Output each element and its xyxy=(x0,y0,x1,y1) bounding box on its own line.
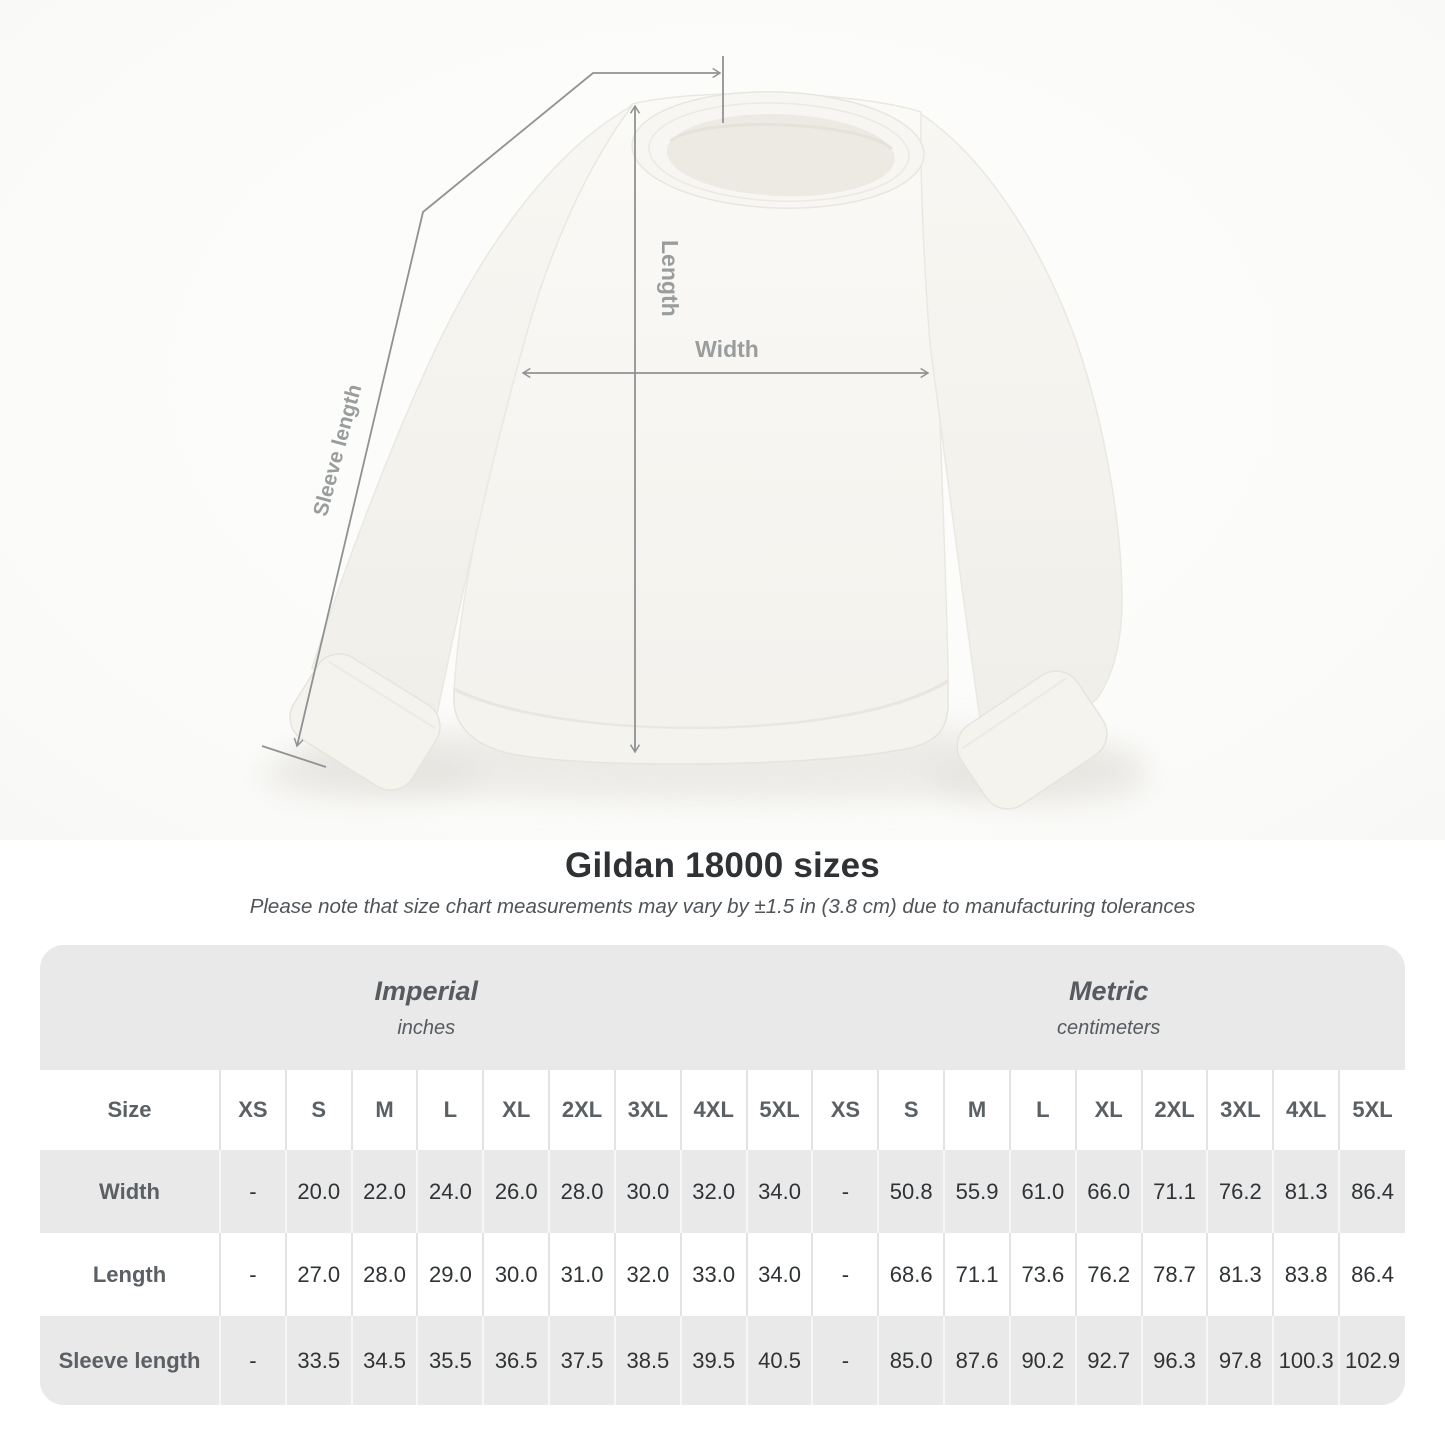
size-col-imperial-2xl: 2XL xyxy=(549,1070,615,1150)
width-row-label: Width xyxy=(99,1178,160,1204)
size-col-metric-s: S xyxy=(878,1070,944,1150)
value-cell: 66.0 xyxy=(1076,1150,1142,1233)
value-cell: 34.0 xyxy=(747,1150,813,1233)
value-cell: 86.4 xyxy=(1339,1150,1405,1233)
value-cell: - xyxy=(220,1316,286,1405)
sweatshirt-right-sleeve xyxy=(921,114,1122,760)
value-cell: - xyxy=(812,1233,878,1316)
value-cell: 87.6 xyxy=(944,1316,1010,1405)
size-col-imperial-5xl: 5XL xyxy=(747,1070,813,1150)
size-col-metric-3xl: 3XL xyxy=(1207,1070,1273,1150)
size-col-metric-l: L xyxy=(1010,1070,1076,1150)
value-cell: 102.9 xyxy=(1339,1316,1405,1405)
value-cell: 71.1 xyxy=(1142,1150,1208,1233)
value-cell: 29.0 xyxy=(417,1233,483,1316)
size-col-metric-4xl: 4XL xyxy=(1273,1070,1339,1150)
value-cell: 38.5 xyxy=(615,1316,681,1405)
value-cell: 73.6 xyxy=(1010,1233,1076,1316)
size-col-metric-5xl: 5XL xyxy=(1339,1070,1405,1150)
page-title: Gildan 18000 sizes xyxy=(565,846,880,885)
width-row xyxy=(40,1150,1405,1233)
size-col-metric-xs: XS xyxy=(812,1070,878,1150)
size-col-imperial-m: M xyxy=(352,1070,418,1150)
tolerance-note: Please note that size chart measurements may vary by ±1.5 in (3.8 cm) due to manufacturing tolerances xyxy=(249,895,1196,918)
size-table-grid xyxy=(40,945,1405,1405)
value-cell: 76.2 xyxy=(1207,1150,1273,1233)
value-cell: 90.2 xyxy=(1010,1316,1076,1405)
value-cell: 28.0 xyxy=(549,1150,615,1233)
value-cell: 34.5 xyxy=(352,1316,418,1405)
size-col-imperial-xs: XS xyxy=(220,1070,286,1150)
value-cell: 55.9 xyxy=(944,1150,1010,1233)
value-cell: 96.3 xyxy=(1142,1316,1208,1405)
value-cell: 83.8 xyxy=(1273,1233,1339,1316)
value-cell: 30.0 xyxy=(483,1233,549,1316)
value-cell: 39.5 xyxy=(681,1316,747,1405)
imperial-title: Imperial xyxy=(374,975,478,1006)
length-row xyxy=(40,1233,1405,1316)
value-cell: 81.3 xyxy=(1273,1150,1339,1233)
value-cell: - xyxy=(812,1316,878,1405)
size-col-metric-2xl: 2XL xyxy=(1142,1070,1208,1150)
length-label: Length xyxy=(657,240,683,317)
length-row-label: Length xyxy=(92,1261,167,1287)
value-cell: 22.0 xyxy=(352,1150,418,1233)
sleeve-length-row-label: Sleeve length xyxy=(58,1347,201,1373)
value-cell: 26.0 xyxy=(483,1150,549,1233)
size-col-metric-xl: XL xyxy=(1076,1070,1142,1150)
metric-title: Metric xyxy=(1068,975,1149,1006)
metric-unit: centimeters xyxy=(1057,1016,1161,1039)
size-table xyxy=(40,945,1405,1405)
value-cell: 30.0 xyxy=(615,1150,681,1233)
sleeve-length-label: Sleeve length xyxy=(309,381,367,519)
value-cell: 97.8 xyxy=(1207,1316,1273,1405)
value-cell: 36.5 xyxy=(483,1316,549,1405)
value-cell: 33.5 xyxy=(286,1316,352,1405)
sleeve-length-row xyxy=(40,1316,1405,1405)
size-corner-label: Size xyxy=(107,1097,152,1122)
value-cell: 61.0 xyxy=(1010,1150,1076,1233)
metric-header xyxy=(812,945,1405,1070)
width-label: Width xyxy=(695,336,759,362)
value-cell: 37.5 xyxy=(549,1316,615,1405)
value-cell: 32.0 xyxy=(615,1233,681,1316)
imperial-header xyxy=(40,945,812,1070)
title-block xyxy=(0,846,1445,919)
value-cell: 92.7 xyxy=(1076,1316,1142,1405)
value-cell: 85.0 xyxy=(878,1316,944,1405)
value-cell: 78.7 xyxy=(1142,1233,1208,1316)
sweatshirt-illustration xyxy=(280,87,1122,819)
value-cell: 33.0 xyxy=(681,1233,747,1316)
size-col-imperial-3xl: 3XL xyxy=(615,1070,681,1150)
size-col-imperial-s: S xyxy=(286,1070,352,1150)
size-col-metric-m: M xyxy=(944,1070,1010,1150)
value-cell: 34.0 xyxy=(747,1233,813,1316)
value-cell: 35.5 xyxy=(417,1316,483,1405)
value-cell: 27.0 xyxy=(286,1233,352,1316)
value-cell: 32.0 xyxy=(681,1150,747,1233)
value-cell: 71.1 xyxy=(944,1233,1010,1316)
value-cell: 76.2 xyxy=(1076,1233,1142,1316)
value-cell: 40.5 xyxy=(747,1316,813,1405)
value-cell: 68.6 xyxy=(878,1233,944,1316)
value-cell: 100.3 xyxy=(1273,1316,1339,1405)
value-cell: 86.4 xyxy=(1339,1233,1405,1316)
value-cell: 20.0 xyxy=(286,1150,352,1233)
value-cell: - xyxy=(220,1150,286,1233)
imperial-unit: inches xyxy=(397,1016,456,1039)
size-header-row xyxy=(40,1070,1405,1150)
value-cell: 81.3 xyxy=(1207,1233,1273,1316)
value-cell: 31.0 xyxy=(549,1233,615,1316)
value-cell: 28.0 xyxy=(352,1233,418,1316)
value-cell: - xyxy=(220,1233,286,1316)
size-col-imperial-l: L xyxy=(417,1070,483,1150)
size-col-imperial-4xl: 4XL xyxy=(681,1070,747,1150)
value-cell: 50.8 xyxy=(878,1150,944,1233)
size-col-imperial-xl: XL xyxy=(483,1070,549,1150)
unit-header-row xyxy=(40,945,1405,1070)
value-cell: 24.0 xyxy=(417,1150,483,1233)
value-cell: - xyxy=(812,1150,878,1233)
